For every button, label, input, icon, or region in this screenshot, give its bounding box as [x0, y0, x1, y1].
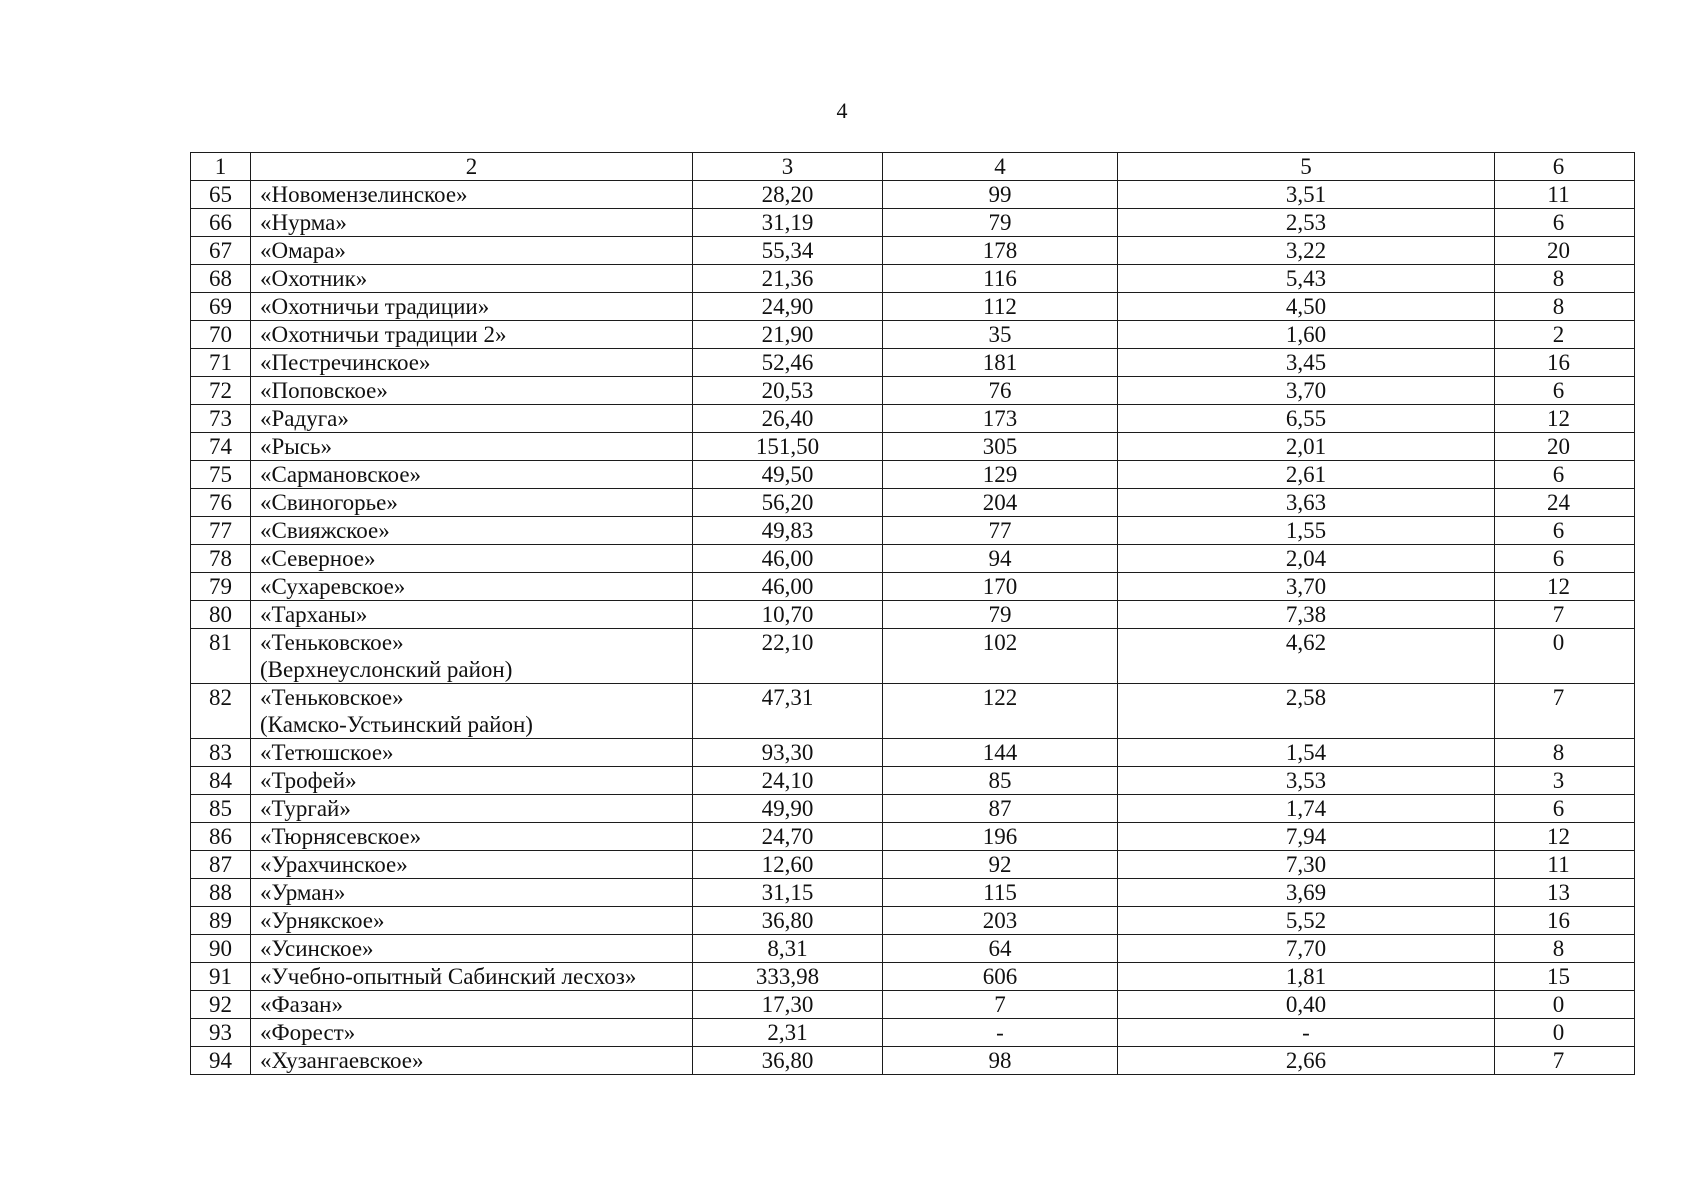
value-col3-cell: 24,90	[693, 293, 883, 321]
name-cell	[251, 823, 693, 851]
table-row	[191, 767, 1635, 795]
value-col5-cell: 4,62	[1118, 629, 1495, 684]
name-cell	[251, 349, 693, 377]
table-row	[191, 601, 1635, 629]
name-line: «Тюрнясевское»	[260, 824, 422, 849]
row-number-cell: 69	[191, 293, 251, 321]
value-col3-cell: 24,10	[693, 767, 883, 795]
row-number-cell: 83	[191, 739, 251, 767]
table-row	[191, 377, 1635, 405]
value-col6-cell: 16	[1495, 907, 1635, 935]
name-line: «Тургай»	[260, 796, 351, 821]
row-number-cell: 78	[191, 545, 251, 573]
name-cell	[251, 963, 693, 991]
name-line: «Усинское»	[260, 936, 374, 961]
value-col6-cell: 8	[1495, 739, 1635, 767]
table-row	[191, 181, 1635, 209]
name-line: «Трофей»	[260, 768, 357, 793]
value-col4-cell: 7	[883, 991, 1118, 1019]
table-row	[191, 349, 1635, 377]
name-line: «Охотничьи традиции 2»	[260, 322, 507, 347]
name-cell	[251, 851, 693, 879]
column-header-5: 5	[1118, 153, 1495, 181]
row-number-cell: 74	[191, 433, 251, 461]
value-col3-cell: 2,31	[693, 1019, 883, 1047]
name-cell	[251, 265, 693, 293]
name-cell	[251, 377, 693, 405]
value-col4-cell: 606	[883, 963, 1118, 991]
value-col5-cell: 3,53	[1118, 767, 1495, 795]
value-col4-cell: 204	[883, 489, 1118, 517]
name-cell	[251, 461, 693, 489]
value-col4-cell: 64	[883, 935, 1118, 963]
value-col6-cell: 3	[1495, 767, 1635, 795]
value-col5-cell: 7,30	[1118, 851, 1495, 879]
value-col6-cell: 20	[1495, 433, 1635, 461]
value-col5-cell: 3,22	[1118, 237, 1495, 265]
row-number-cell: 85	[191, 795, 251, 823]
row-number-cell: 66	[191, 209, 251, 237]
name-line: «Свияжское»	[260, 518, 390, 543]
table-row	[191, 209, 1635, 237]
row-number-cell: 80	[191, 601, 251, 629]
value-col6-cell: 6	[1495, 517, 1635, 545]
row-number-cell: 68	[191, 265, 251, 293]
name-cell	[251, 405, 693, 433]
name-line: «Охотник»	[260, 266, 368, 291]
column-header-2: 2	[251, 153, 693, 181]
value-col3-cell: 31,19	[693, 209, 883, 237]
value-col3-cell: 93,30	[693, 739, 883, 767]
row-number-cell: 70	[191, 321, 251, 349]
value-col6-cell: 20	[1495, 237, 1635, 265]
table-row	[191, 907, 1635, 935]
value-col6-cell: 6	[1495, 377, 1635, 405]
value-col5-cell: 2,53	[1118, 209, 1495, 237]
value-col3-cell: 49,50	[693, 461, 883, 489]
value-col4-cell: 87	[883, 795, 1118, 823]
table-row	[191, 545, 1635, 573]
value-col4-cell: 170	[883, 573, 1118, 601]
row-number-cell: 81	[191, 629, 251, 684]
table-row	[191, 684, 1635, 739]
value-col6-cell: 6	[1495, 209, 1635, 237]
value-col5-cell: 0,40	[1118, 991, 1495, 1019]
name-cell	[251, 573, 693, 601]
value-col5-cell: 3,51	[1118, 181, 1495, 209]
name-line: «Теньковское»	[260, 630, 404, 655]
value-col6-cell: 13	[1495, 879, 1635, 907]
row-number-cell: 90	[191, 935, 251, 963]
value-col6-cell: 8	[1495, 265, 1635, 293]
value-col3-cell: 55,34	[693, 237, 883, 265]
name-cell	[251, 209, 693, 237]
value-col4-cell: 35	[883, 321, 1118, 349]
name-cell	[251, 433, 693, 461]
column-header-6: 6	[1495, 153, 1635, 181]
name-line: «Хузангаевское»	[260, 1048, 424, 1073]
value-col4-cell: 115	[883, 879, 1118, 907]
value-col5-cell: 2,04	[1118, 545, 1495, 573]
value-col3-cell: 26,40	[693, 405, 883, 433]
value-col6-cell: 6	[1495, 461, 1635, 489]
value-col5-cell: 5,43	[1118, 265, 1495, 293]
value-col3-cell: 17,30	[693, 991, 883, 1019]
name-line: «Форест»	[260, 1020, 356, 1045]
value-col4-cell: 305	[883, 433, 1118, 461]
row-number-cell: 75	[191, 461, 251, 489]
name-line: «Теньковское»	[260, 685, 404, 710]
name-line: «Северное»	[260, 546, 376, 571]
name-line: «Омара»	[260, 238, 346, 263]
value-col6-cell: 7	[1495, 1047, 1635, 1075]
value-col3-cell: 12,60	[693, 851, 883, 879]
value-col4-cell: 98	[883, 1047, 1118, 1075]
value-col4-cell: 181	[883, 349, 1118, 377]
value-col4-cell: 76	[883, 377, 1118, 405]
value-col3-cell: 46,00	[693, 545, 883, 573]
name-cell	[251, 517, 693, 545]
value-col5-cell: 7,38	[1118, 601, 1495, 629]
table-row	[191, 935, 1635, 963]
name-line: «Урахчинское»	[260, 852, 408, 877]
value-col4-cell: 129	[883, 461, 1118, 489]
row-number-cell: 71	[191, 349, 251, 377]
table-row	[191, 629, 1635, 684]
table-row	[191, 851, 1635, 879]
value-col4-cell: 196	[883, 823, 1118, 851]
table-row	[191, 237, 1635, 265]
value-col4-cell: 102	[883, 629, 1118, 684]
value-col6-cell: 8	[1495, 293, 1635, 321]
name-line: «Урман»	[260, 880, 346, 905]
value-col5-cell: -	[1118, 1019, 1495, 1047]
value-col6-cell: 16	[1495, 349, 1635, 377]
row-number-cell: 84	[191, 767, 251, 795]
header-row	[191, 153, 1635, 181]
table-row	[191, 1047, 1635, 1075]
name-cell	[251, 739, 693, 767]
name-cell	[251, 321, 693, 349]
name-line: (Камско-Устьинский район)	[260, 712, 533, 737]
row-number-cell: 92	[191, 991, 251, 1019]
value-col3-cell: 10,70	[693, 601, 883, 629]
name-line: «Сухаревское»	[260, 574, 406, 599]
name-line: «Тетюшское»	[260, 740, 394, 765]
row-number-cell: 93	[191, 1019, 251, 1047]
table-row	[191, 405, 1635, 433]
table-row	[191, 321, 1635, 349]
value-col4-cell: -	[883, 1019, 1118, 1047]
value-col6-cell: 8	[1495, 935, 1635, 963]
row-number-cell: 89	[191, 907, 251, 935]
value-col5-cell: 4,50	[1118, 293, 1495, 321]
value-col5-cell: 1,81	[1118, 963, 1495, 991]
value-col5-cell: 3,70	[1118, 573, 1495, 601]
value-col6-cell: 12	[1495, 573, 1635, 601]
table-row	[191, 433, 1635, 461]
value-col3-cell: 20,53	[693, 377, 883, 405]
table-body	[191, 153, 1635, 1075]
row-number-cell: 76	[191, 489, 251, 517]
name-cell	[251, 1019, 693, 1047]
column-header-1: 1	[191, 153, 251, 181]
value-col5-cell: 1,55	[1118, 517, 1495, 545]
value-col4-cell: 79	[883, 601, 1118, 629]
value-col3-cell: 52,46	[693, 349, 883, 377]
value-col5-cell: 2,58	[1118, 684, 1495, 739]
value-col6-cell: 0	[1495, 1019, 1635, 1047]
name-line: «Урнякское»	[260, 908, 385, 933]
table-row	[191, 879, 1635, 907]
value-col6-cell: 7	[1495, 601, 1635, 629]
value-col3-cell: 21,90	[693, 321, 883, 349]
name-line: «Сармановское»	[260, 462, 422, 487]
column-header-4: 4	[883, 153, 1118, 181]
row-number-cell: 73	[191, 405, 251, 433]
value-col5-cell: 2,01	[1118, 433, 1495, 461]
value-col5-cell: 3,45	[1118, 349, 1495, 377]
name-cell	[251, 181, 693, 209]
value-col6-cell: 7	[1495, 684, 1635, 739]
value-col5-cell: 1,54	[1118, 739, 1495, 767]
table-row	[191, 517, 1635, 545]
value-col4-cell: 77	[883, 517, 1118, 545]
value-col5-cell: 6,55	[1118, 405, 1495, 433]
name-line: «Учебно-опытный Сабинский лесхоз»	[260, 964, 637, 989]
value-col5-cell: 5,52	[1118, 907, 1495, 935]
row-number-cell: 65	[191, 181, 251, 209]
name-cell	[251, 629, 693, 684]
table-row	[191, 293, 1635, 321]
row-number-cell: 67	[191, 237, 251, 265]
value-col6-cell: 11	[1495, 181, 1635, 209]
table-row	[191, 573, 1635, 601]
value-col6-cell: 24	[1495, 489, 1635, 517]
value-col4-cell: 92	[883, 851, 1118, 879]
value-col6-cell: 15	[1495, 963, 1635, 991]
value-col4-cell: 116	[883, 265, 1118, 293]
name-cell	[251, 935, 693, 963]
row-number-cell: 87	[191, 851, 251, 879]
table-row	[191, 461, 1635, 489]
row-number-cell: 82	[191, 684, 251, 739]
value-col3-cell: 8,31	[693, 935, 883, 963]
value-col4-cell: 79	[883, 209, 1118, 237]
row-number-cell: 79	[191, 573, 251, 601]
row-number-cell: 72	[191, 377, 251, 405]
value-col5-cell: 3,69	[1118, 879, 1495, 907]
value-col6-cell: 6	[1495, 545, 1635, 573]
table-row	[191, 265, 1635, 293]
table-row	[191, 1019, 1635, 1047]
name-cell	[251, 879, 693, 907]
value-col3-cell: 47,31	[693, 684, 883, 739]
name-cell	[251, 684, 693, 739]
value-col3-cell: 24,70	[693, 823, 883, 851]
value-col6-cell: 2	[1495, 321, 1635, 349]
table-row	[191, 795, 1635, 823]
column-header-3: 3	[693, 153, 883, 181]
value-col3-cell: 21,36	[693, 265, 883, 293]
value-col6-cell: 12	[1495, 823, 1635, 851]
value-col5-cell: 2,61	[1118, 461, 1495, 489]
value-col4-cell: 173	[883, 405, 1118, 433]
value-col5-cell: 7,70	[1118, 935, 1495, 963]
table-row	[191, 489, 1635, 517]
value-col4-cell: 144	[883, 739, 1118, 767]
value-col3-cell: 31,15	[693, 879, 883, 907]
value-col6-cell: 6	[1495, 795, 1635, 823]
value-col5-cell: 1,74	[1118, 795, 1495, 823]
name-line: «Свиногорье»	[260, 490, 398, 515]
value-col3-cell: 333,98	[693, 963, 883, 991]
name-line: «Тарханы»	[260, 602, 368, 627]
value-col3-cell: 49,83	[693, 517, 883, 545]
table-row	[191, 991, 1635, 1019]
value-col5-cell: 1,60	[1118, 321, 1495, 349]
name-line: «Нурма»	[260, 210, 347, 235]
value-col4-cell: 94	[883, 545, 1118, 573]
table-row	[191, 823, 1635, 851]
row-number-cell: 88	[191, 879, 251, 907]
value-col4-cell: 99	[883, 181, 1118, 209]
name-line: (Верхнеуслонский район)	[260, 657, 513, 682]
name-cell	[251, 1047, 693, 1075]
name-cell	[251, 237, 693, 265]
value-col5-cell: 3,63	[1118, 489, 1495, 517]
value-col3-cell: 49,90	[693, 795, 883, 823]
name-line: «Новомензелинское»	[260, 182, 468, 207]
value-col4-cell: 203	[883, 907, 1118, 935]
name-cell	[251, 991, 693, 1019]
value-col4-cell: 178	[883, 237, 1118, 265]
value-col5-cell: 7,94	[1118, 823, 1495, 851]
name-line: «Радуга»	[260, 406, 349, 431]
name-cell	[251, 293, 693, 321]
row-number-cell: 94	[191, 1047, 251, 1075]
value-col4-cell: 122	[883, 684, 1118, 739]
name-line: «Охотничьи традиции»	[260, 294, 490, 319]
name-cell	[251, 601, 693, 629]
row-number-cell: 91	[191, 963, 251, 991]
value-col3-cell: 46,00	[693, 573, 883, 601]
table-row	[191, 963, 1635, 991]
name-cell	[251, 767, 693, 795]
value-col4-cell: 112	[883, 293, 1118, 321]
value-col3-cell: 36,80	[693, 1047, 883, 1075]
name-cell	[251, 907, 693, 935]
value-col6-cell: 0	[1495, 629, 1635, 684]
value-col3-cell: 36,80	[693, 907, 883, 935]
name-line: «Рысь»	[260, 434, 332, 459]
name-cell	[251, 545, 693, 573]
value-col3-cell: 151,50	[693, 433, 883, 461]
value-col3-cell: 56,20	[693, 489, 883, 517]
value-col6-cell: 11	[1495, 851, 1635, 879]
value-col6-cell: 0	[1495, 991, 1635, 1019]
value-col5-cell: 3,70	[1118, 377, 1495, 405]
value-col3-cell: 28,20	[693, 181, 883, 209]
page-number: 4	[836, 98, 848, 123]
name-line: «Пестречинское»	[260, 350, 431, 375]
row-number-cell: 86	[191, 823, 251, 851]
name-cell	[251, 795, 693, 823]
row-number-cell: 77	[191, 517, 251, 545]
data-table	[190, 152, 1635, 1075]
name-line: «Поповское»	[260, 378, 388, 403]
value-col5-cell: 2,66	[1118, 1047, 1495, 1075]
name-line: «Фазан»	[260, 992, 343, 1017]
value-col4-cell: 85	[883, 767, 1118, 795]
table-row	[191, 739, 1635, 767]
name-cell	[251, 489, 693, 517]
value-col6-cell: 12	[1495, 405, 1635, 433]
value-col3-cell: 22,10	[693, 629, 883, 684]
